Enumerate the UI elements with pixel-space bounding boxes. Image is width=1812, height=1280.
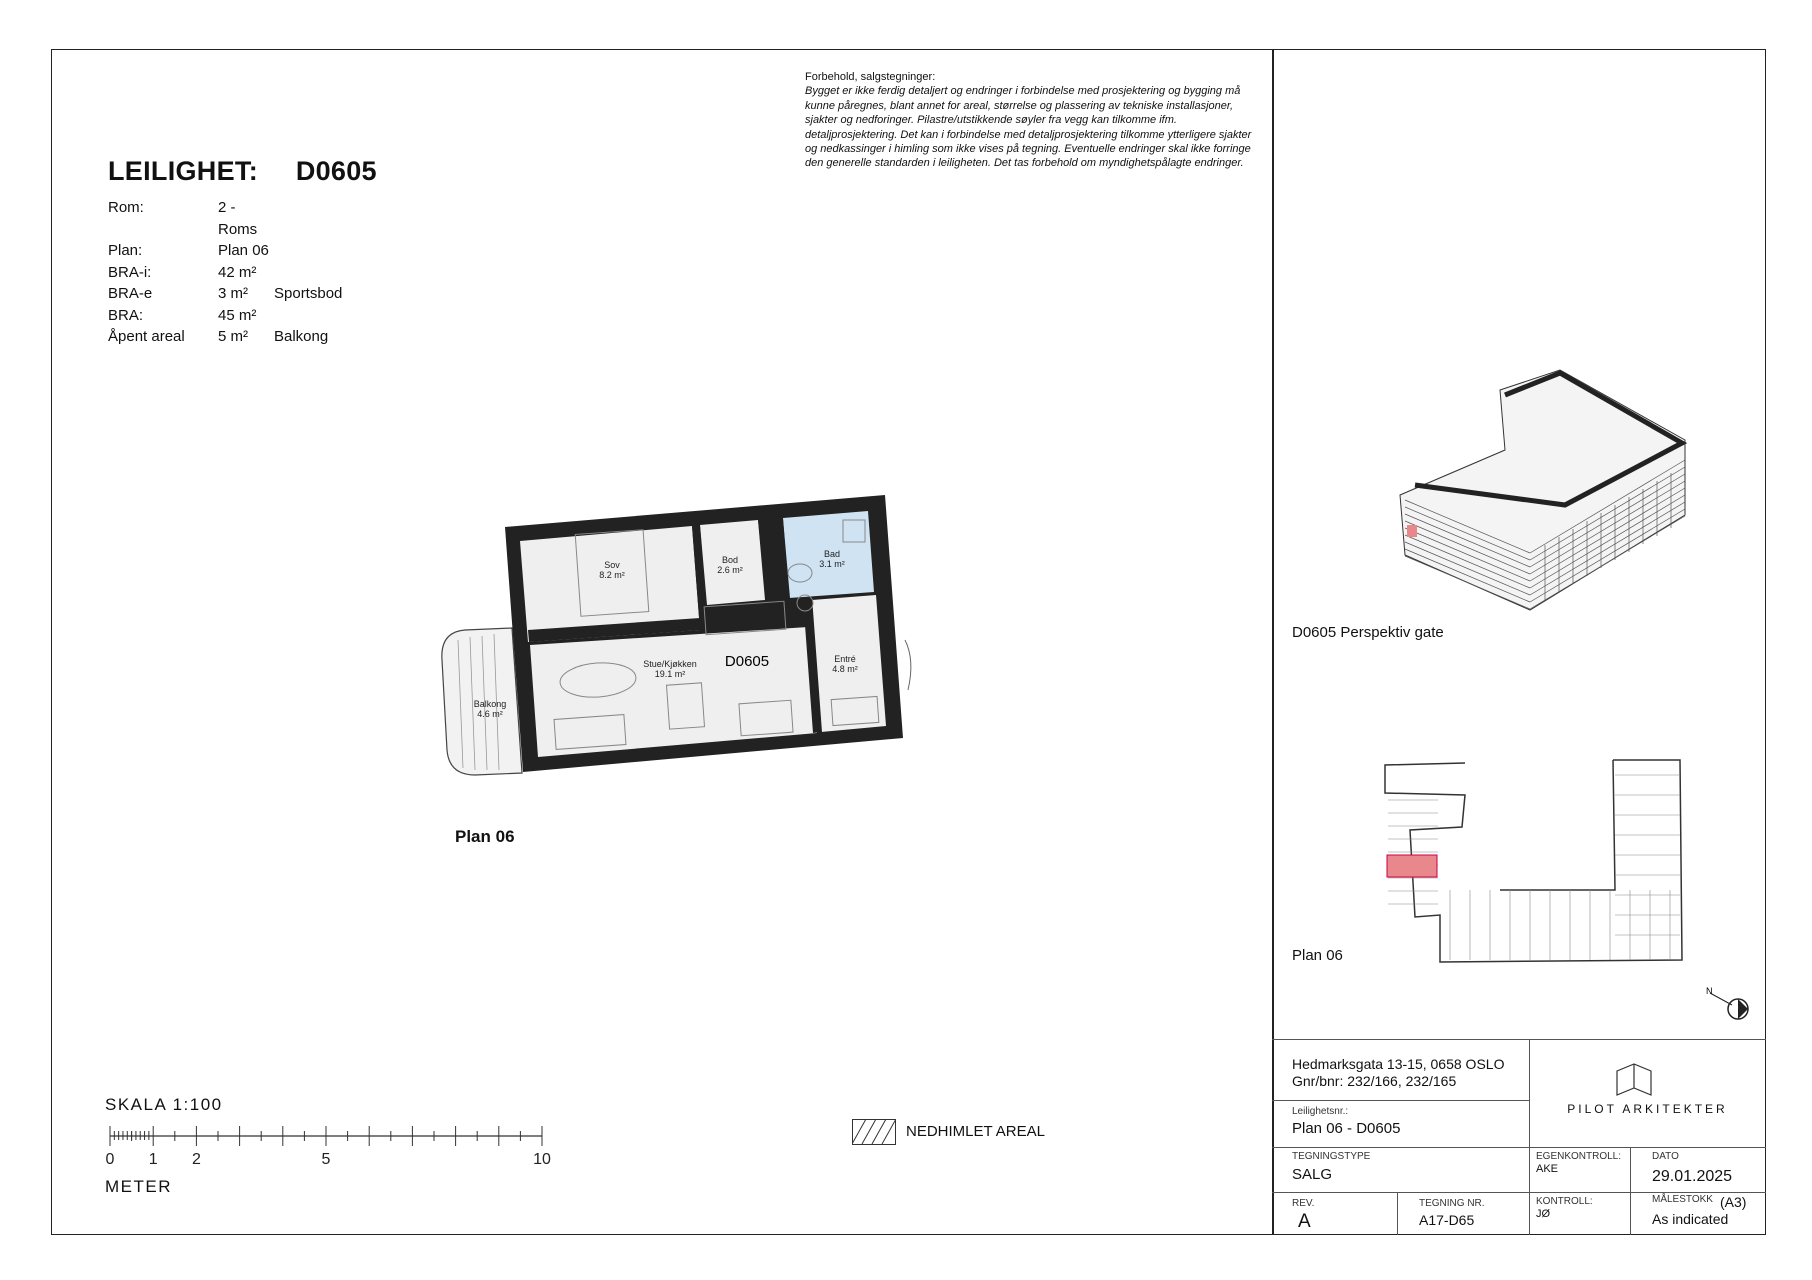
pilot-logo-icon xyxy=(1614,1063,1654,1097)
room-area: 4.6 m² xyxy=(477,709,503,719)
tb-tegning-label: TEGNING NR. xyxy=(1419,1198,1485,1209)
info-key: Rom: xyxy=(108,199,144,216)
hatch-legend-icon xyxy=(852,1119,896,1145)
info-key: Åpent areal xyxy=(108,328,185,345)
room-area: 4.8 m² xyxy=(832,664,858,674)
key-plan xyxy=(1380,755,1700,970)
room-name: Sov xyxy=(604,560,620,570)
tb-rev-label: REV. xyxy=(1292,1198,1315,1209)
keyplan-inner xyxy=(1500,760,1615,890)
info-row xyxy=(108,262,342,284)
tb-malestokk-label: MÅLESTOKK xyxy=(1652,1194,1713,1205)
tb-egenkontroll-label: EGENKONTROLL: xyxy=(1536,1151,1622,1162)
tb-line xyxy=(1272,1147,1766,1148)
floorplan-unit-label: D0605 xyxy=(724,653,770,670)
tb-tegning-value: A17-D65 xyxy=(1419,1212,1475,1228)
building-perspective xyxy=(1385,365,1695,635)
tb-rev-value: A xyxy=(1298,1211,1311,1232)
tb-line xyxy=(1272,1039,1766,1040)
apartment-title xyxy=(108,156,377,187)
tb-address: Hedmarksgata 13-15, 0658 OSLO xyxy=(1292,1056,1505,1072)
legend-label: NEDHIMLET AREAL xyxy=(906,1123,1045,1140)
tb-line xyxy=(1272,1100,1529,1101)
tb-tegningstype-label: TEGNINGSTYPE xyxy=(1292,1151,1371,1162)
tb-leilighetsnr-value: Plan 06 - D0605 xyxy=(1292,1120,1401,1137)
info-key: BRA-i: xyxy=(108,263,152,281)
disclaimer xyxy=(805,70,1265,171)
north-label: N xyxy=(1706,986,1713,996)
apartment-info-table xyxy=(108,197,342,348)
room-name: Balkong xyxy=(473,699,507,709)
room-area: 8.2 m² xyxy=(599,570,625,580)
tb-format-value: (A3) xyxy=(1720,1194,1747,1210)
entry-door-swing xyxy=(905,640,911,690)
scale-tick-label: 5 xyxy=(321,1151,331,1168)
scale-unit: METER xyxy=(105,1177,172,1196)
room-name: Bad xyxy=(823,549,841,559)
tb-gnr: Gnr/bnr: 232/166, 232/165 xyxy=(1292,1073,1457,1089)
scale-bar xyxy=(100,1118,560,1168)
info-extra: Balkong xyxy=(274,328,329,345)
scale-tick-label: 0 xyxy=(105,1151,115,1168)
info-value: 5 m² xyxy=(218,328,248,345)
room-name: Stue/Kjøkken xyxy=(643,659,697,669)
keyplan-label: Plan 06 xyxy=(1292,947,1343,964)
info-value: 3 m² xyxy=(218,285,248,302)
tb-dato-value: 29.01.2025 xyxy=(1652,1168,1733,1185)
disclaimer-heading: Forbehold, salgstegninger: xyxy=(805,71,936,83)
room-name: Bod xyxy=(721,555,739,565)
unit-id: D0605 xyxy=(295,156,377,186)
tb-kontroll-label: KONTROLL: xyxy=(1536,1196,1593,1207)
highlight-unit xyxy=(1407,525,1417,537)
info-row xyxy=(108,305,342,327)
disclaimer-body: Bygget er ikke ferdig detaljert og endringer i forbindelse med prosjektering og bygging må kunne påregnes, blant annet for areal, størrelse og plassering av tekniske installasjoner, sjakter og nedforinger. Pilastre/utstikkende søyler fra vegg kan tilkomme ifm. detaljprosjektering. Det kan i forbindelse med detaljprosjektering tilkomme ytterligere sjakter og nedkassinger i himling som ikke vises på tegning. Eventuelle endringer skal ikke forringe den generelle standarden i leiligheten. Det tas forbehold om myndighetspålagte endringer. xyxy=(805,85,1252,170)
tb-firm: PILOT ARKITEKTER xyxy=(1567,1102,1728,1116)
keyplan-highlight xyxy=(1387,855,1437,877)
title-label: LEILIGHET: xyxy=(108,156,258,186)
scale-tick-label: 10 xyxy=(533,1151,551,1168)
tb-kontroll-value: JØ xyxy=(1536,1208,1551,1220)
tb-leilighetsnr-label: Leilighetsnr.: xyxy=(1292,1106,1349,1117)
tb-line xyxy=(1630,1147,1631,1235)
tb-line xyxy=(1272,1192,1766,1193)
scale-title: SKALA 1:100 xyxy=(105,1095,223,1114)
room-area: 19.1 m² xyxy=(654,669,686,679)
tb-tegningstype-value: SALG xyxy=(1292,1166,1333,1183)
tb-dato-label: DATO xyxy=(1652,1151,1679,1162)
sheet-divider xyxy=(1272,49,1274,1235)
scale-tick-label: 2 xyxy=(191,1151,201,1168)
info-value: Plan 06 xyxy=(218,242,269,259)
scale-tick-label: 1 xyxy=(148,1151,158,1168)
room-area: 3.1 m² xyxy=(819,559,845,569)
tb-egenkontroll-value: AKE xyxy=(1536,1163,1559,1175)
info-key: Plan: xyxy=(108,242,143,259)
info-extra: Sportsbod xyxy=(274,285,343,302)
info-value: 45 m² xyxy=(218,306,257,324)
info-value: 42 m² xyxy=(218,263,257,281)
info-key: BRA: xyxy=(108,306,144,324)
floor-plan xyxy=(430,485,950,795)
info-row xyxy=(108,197,342,240)
info-key: BRA-e xyxy=(108,285,153,302)
room-area: 2.6 m² xyxy=(717,565,743,575)
plan-label: Plan 06 xyxy=(455,827,515,846)
info-value: 2 - Roms xyxy=(218,199,258,238)
info-row xyxy=(108,283,342,305)
north-arrow-icon xyxy=(1702,985,1752,1023)
info-row xyxy=(108,326,342,348)
tb-line xyxy=(1397,1192,1398,1235)
tb-line xyxy=(1529,1039,1530,1235)
room-name: Entré xyxy=(834,654,856,664)
tb-malestokk-value: As indicated xyxy=(1652,1211,1729,1227)
info-row xyxy=(108,240,342,262)
perspective-label: D0605 Perspektiv gate xyxy=(1292,624,1444,641)
